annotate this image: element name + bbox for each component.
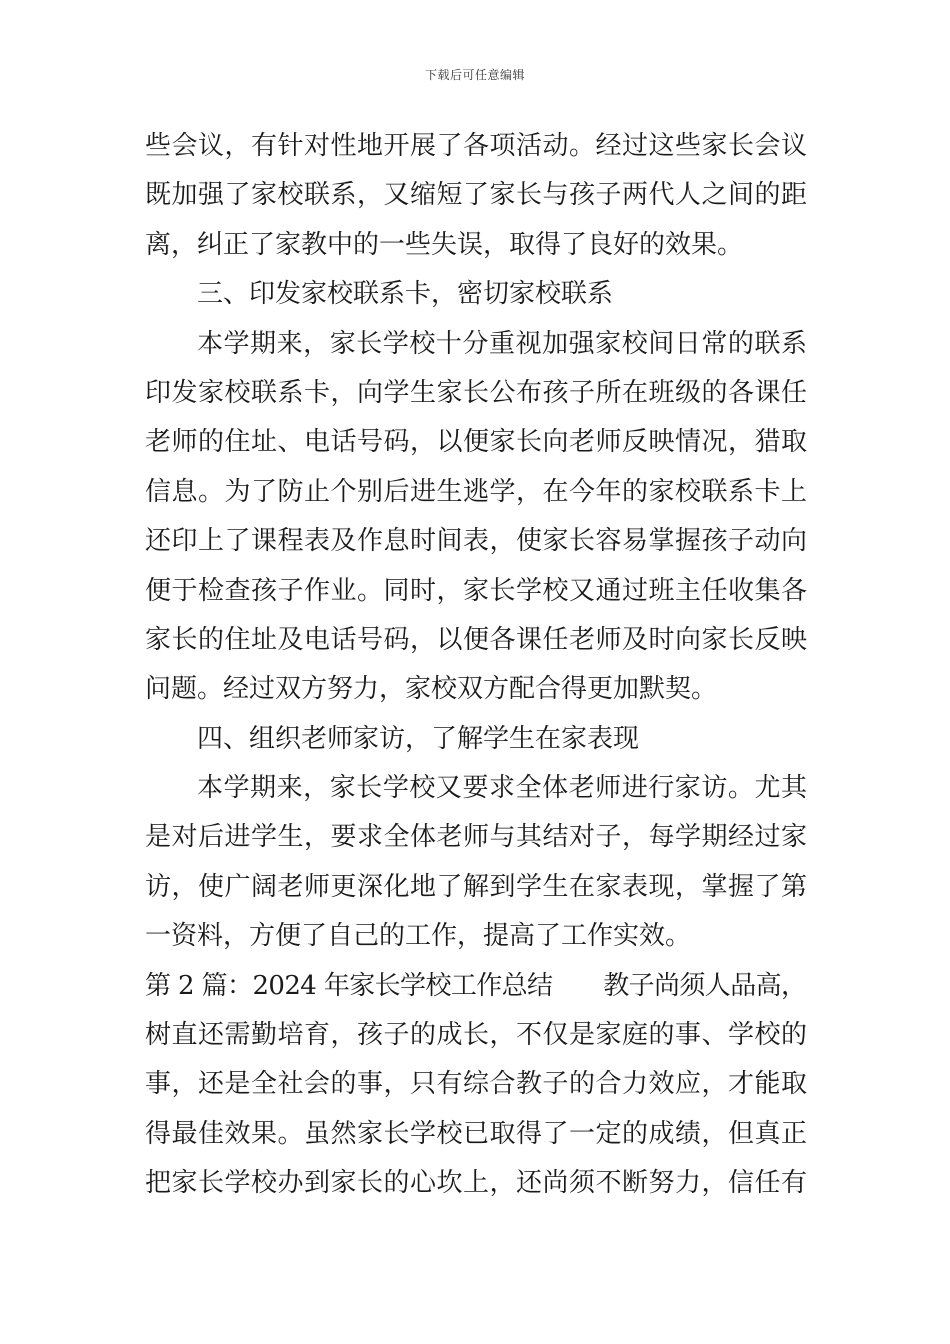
text-line: 一资料，方便了自己的工作，提高了工作实效。 xyxy=(145,921,692,952)
text-line: 树直还需勤培育，孩子的成长，不仅是家庭的事、学校的 xyxy=(145,1020,808,1051)
text-line: 三、印发家校联系卡，密切家校联系 xyxy=(197,279,614,310)
document-body xyxy=(145,122,807,1209)
text-line: 信息。为了防止个别后进生逃学，在今年的家校联系卡上 xyxy=(145,476,808,507)
text-line: 家长的住址及电话号码，以便各课任老师及时向家长反映 xyxy=(145,624,808,655)
text-line: 离，纠正了家教中的一些失误，取得了良好的效果。 xyxy=(145,229,744,260)
text-line: 还印上了课程表及作息时间表，使家长容易掌握孩子动向 xyxy=(145,526,808,557)
text-line: 得最佳效果。虽然家长学校已取得了一定的成绩，但真正 xyxy=(145,1118,808,1149)
text-line: 四、组织老师家访，了解学生在家表现 xyxy=(197,723,640,754)
text-line: 是对后进学生，要求全体老师与其结对子，每学期经过家 xyxy=(145,822,808,853)
text-line: 老师的住址、电话号码，以便家长向老师反映情况，猎取 xyxy=(145,427,808,458)
text-line: 第 2 篇：2024 年家长学校工作总结 教子尚须人品高， xyxy=(145,970,807,1001)
text-line: 问题。经过双方努力，家校双方配合得更加默契。 xyxy=(145,674,718,705)
text-line: 访，使广阔老师更深化地了解到学生在家表现，掌握了第 xyxy=(145,871,808,902)
text-line: 本学期来，家长学校十分重视加强家校间日常的联系 xyxy=(197,328,808,359)
text-line: 把家长学校办到家长的心坎上，还尚须不断努力，信任有 xyxy=(145,1168,808,1199)
text-line: 印发家校联系卡，向学生家长公布孩子所在班级的各课任 xyxy=(145,377,808,408)
text-line: 便于检查孩子作业。同时，家长学校又通过班主任收集各 xyxy=(145,575,808,606)
text-line: 既加强了家校联系，又缩短了家长与孩子两代人之间的距 xyxy=(145,180,808,211)
page-header: 下载后可任意编辑 xyxy=(424,68,525,82)
text-line: 些会议，有针对性地开展了各项活动。经过这些家长会议 xyxy=(145,131,808,161)
text-line: 事，还是全社会的事，只有综合教子的合力效应，才能取 xyxy=(145,1069,808,1100)
text-line: 本学期来，家长学校又要求全体老师进行家访。尤其 xyxy=(197,773,808,804)
